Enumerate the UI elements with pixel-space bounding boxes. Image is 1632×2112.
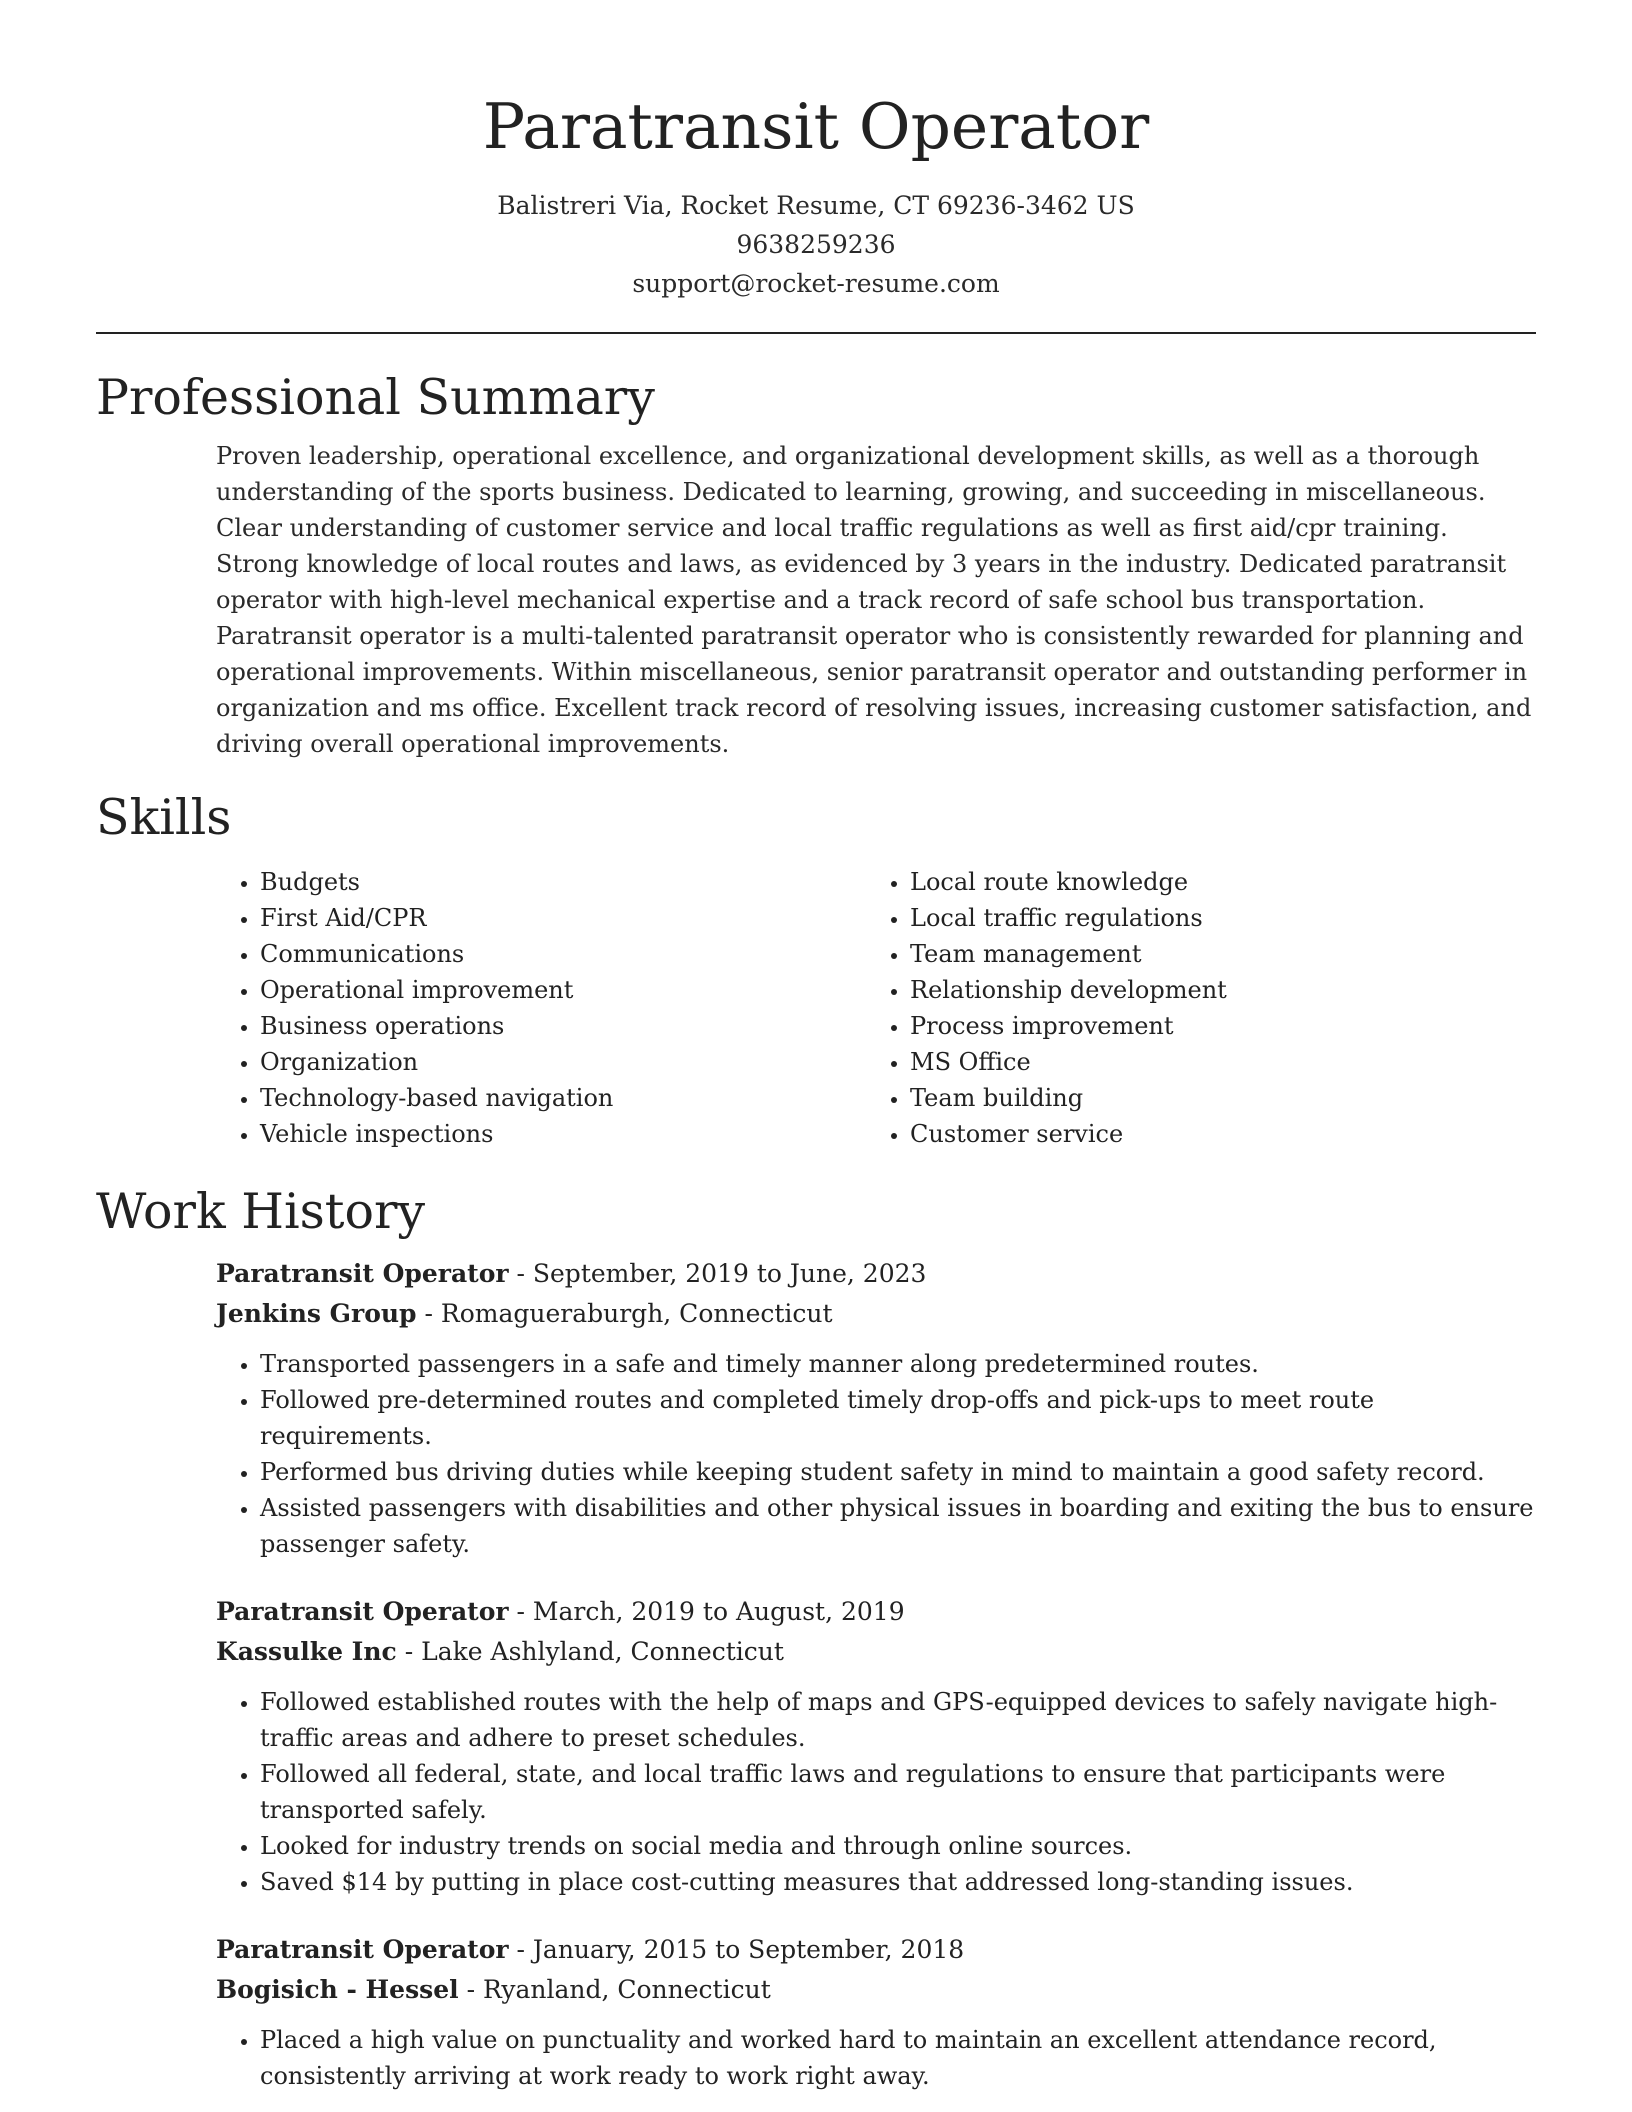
skill-item: • Communications <box>260 936 866 972</box>
skills-title: Skills <box>96 789 232 846</box>
header-divider <box>96 332 1536 334</box>
skill-item: • MS Office <box>910 1044 1516 1080</box>
job-company: Bogisich - Hessel <box>216 1975 459 2004</box>
summary-text: Proven leadership, operational excellence, and organizational development skills, as well as a thorough understanding of the sports business. Dedicated to learning, growing, and succeeding in miscellaneous. Clear understanding of customer service and local traffic regulations as well as first aid/cpr training. Strong knowledge of local routes and laws, as evidenced by 3 years in the industry. Dedicated paratransit operator with high-level mechanical expertise and a track record of safe school bus transportation. Paratransit operator is a multi-talented paratransit operator who is consistently rewarded for planning and operational improvements. Within miscellaneous, senior paratransit operator and outstanding performer in organization and ms office. Excellent track record of resolving issues, increasing customer satisfaction, and driving overall operational improvements. <box>216 442 1532 758</box>
skill-item: • Team building <box>910 1080 1516 1116</box>
job-bullet: • Assisted passengers with disabilities and other physical issues in boarding and exiting the bus to ensure passenger safety. <box>260 1490 1536 1562</box>
work-history-section <box>96 1180 1536 2094</box>
address: Balistreri Via, Rocket Resume, CT 69236-3462 US <box>497 191 1135 220</box>
skill-item: • Relationship development <box>910 972 1516 1008</box>
job-bullet: • Placed a high value on punctuality and worked hard to maintain an excellent attendance record, consistently arriving at work ready to work right away. <box>260 2022 1536 2094</box>
job-entry <box>216 1930 1536 2094</box>
job-entry <box>216 1254 1536 1562</box>
job-dates: March, 2019 to August, 2019 <box>532 1597 905 1626</box>
job-bullet: • Followed pre-determined routes and completed timely drop-offs and pick-ups to meet route requirements. <box>260 1382 1536 1454</box>
contact-info <box>96 186 1536 303</box>
resume-page <box>96 0 1536 2094</box>
skill-item: • Operational improvement <box>260 972 866 1008</box>
skills-list-right <box>866 864 1516 1152</box>
skill-item: • Business operations <box>260 1008 866 1044</box>
candidate-name: Paratransit Operator <box>482 90 1150 163</box>
job-dates: September, 2019 to June, 2023 <box>532 1259 927 1288</box>
skill-item: • Organization <box>260 1044 866 1080</box>
job-role: Paratransit Operator <box>216 1935 509 1964</box>
job-company-line: Kassulke Inc - Lake Ashlyland, Connecticut <box>216 1637 784 1666</box>
email: support@rocket-resume.com <box>632 269 1000 298</box>
job-bullet: • Followed all federal, state, and local traffic laws and regulations to ensure that participants were transported safely. <box>260 1756 1536 1828</box>
skills-list-left <box>216 864 866 1152</box>
skill-item: • Local traffic regulations <box>910 900 1516 936</box>
job-location: Romagueraburgh, Connecticut <box>440 1299 833 1328</box>
job-bullet: • Performed bus driving duties while keeping student safety in mind to maintain a good safety record. <box>260 1454 1536 1490</box>
skills-columns <box>216 864 1536 1152</box>
skill-item: • Process improvement <box>910 1008 1516 1044</box>
skill-item: • Budgets <box>260 864 866 900</box>
job-dates: January, 2015 to September, 2018 <box>532 1935 965 1964</box>
job-bullet: • Saved $14 by putting in place cost-cutting measures that addressed long-standing issues. <box>260 1864 1536 1900</box>
job-bullet: • Looked for industry trends on social media and through online sources. <box>260 1828 1536 1864</box>
skill-item: • First Aid/CPR <box>260 900 866 936</box>
summary-section <box>96 366 1536 762</box>
skill-item: • Customer service <box>910 1116 1516 1152</box>
job-company-line: Bogisich - Hessel - Ryanland, Connecticut <box>216 1975 771 2004</box>
job-role: Paratransit Operator <box>216 1597 509 1626</box>
job-role: Paratransit Operator <box>216 1259 509 1288</box>
skills-section <box>96 786 1536 1152</box>
job-bullets <box>216 1684 1536 1900</box>
job-bullets <box>216 2022 1536 2094</box>
job-company-line: Jenkins Group - Romagueraburgh, Connecticut <box>216 1299 833 1328</box>
resume-header <box>96 0 1536 303</box>
job-bullet: • Transported passengers in a safe and timely manner along predetermined routes. <box>260 1346 1536 1382</box>
skill-item: • Technology-based navigation <box>260 1080 866 1116</box>
job-title-line: Paratransit Operator - March, 2019 to August, 2019 <box>216 1597 905 1626</box>
summary-title: Professional Summary <box>96 369 655 426</box>
job-title-line: Paratransit Operator - January, 2015 to September, 2018 <box>216 1935 965 1964</box>
job-bullet: • Followed established routes with the help of maps and GPS-equipped devices to safely navigate high-traffic areas and adhere to preset schedules. <box>260 1684 1536 1756</box>
job-company: Kassulke Inc <box>216 1637 397 1666</box>
job-bullets <box>216 1346 1536 1562</box>
skill-item: • Local route knowledge <box>910 864 1516 900</box>
job-location: Lake Ashlyland, Connecticut <box>421 1637 784 1666</box>
job-company: Jenkins Group <box>216 1299 417 1328</box>
work-history-title: Work History <box>96 1183 426 1240</box>
job-location: Ryanland, Connecticut <box>482 1975 771 2004</box>
job-title-line: Paratransit Operator - September, 2019 to June, 2023 <box>216 1259 927 1288</box>
job-entry <box>216 1592 1536 1900</box>
skill-item: • Team management <box>910 936 1516 972</box>
phone: 9638259236 <box>736 230 896 259</box>
skill-item: • Vehicle inspections <box>260 1116 866 1152</box>
